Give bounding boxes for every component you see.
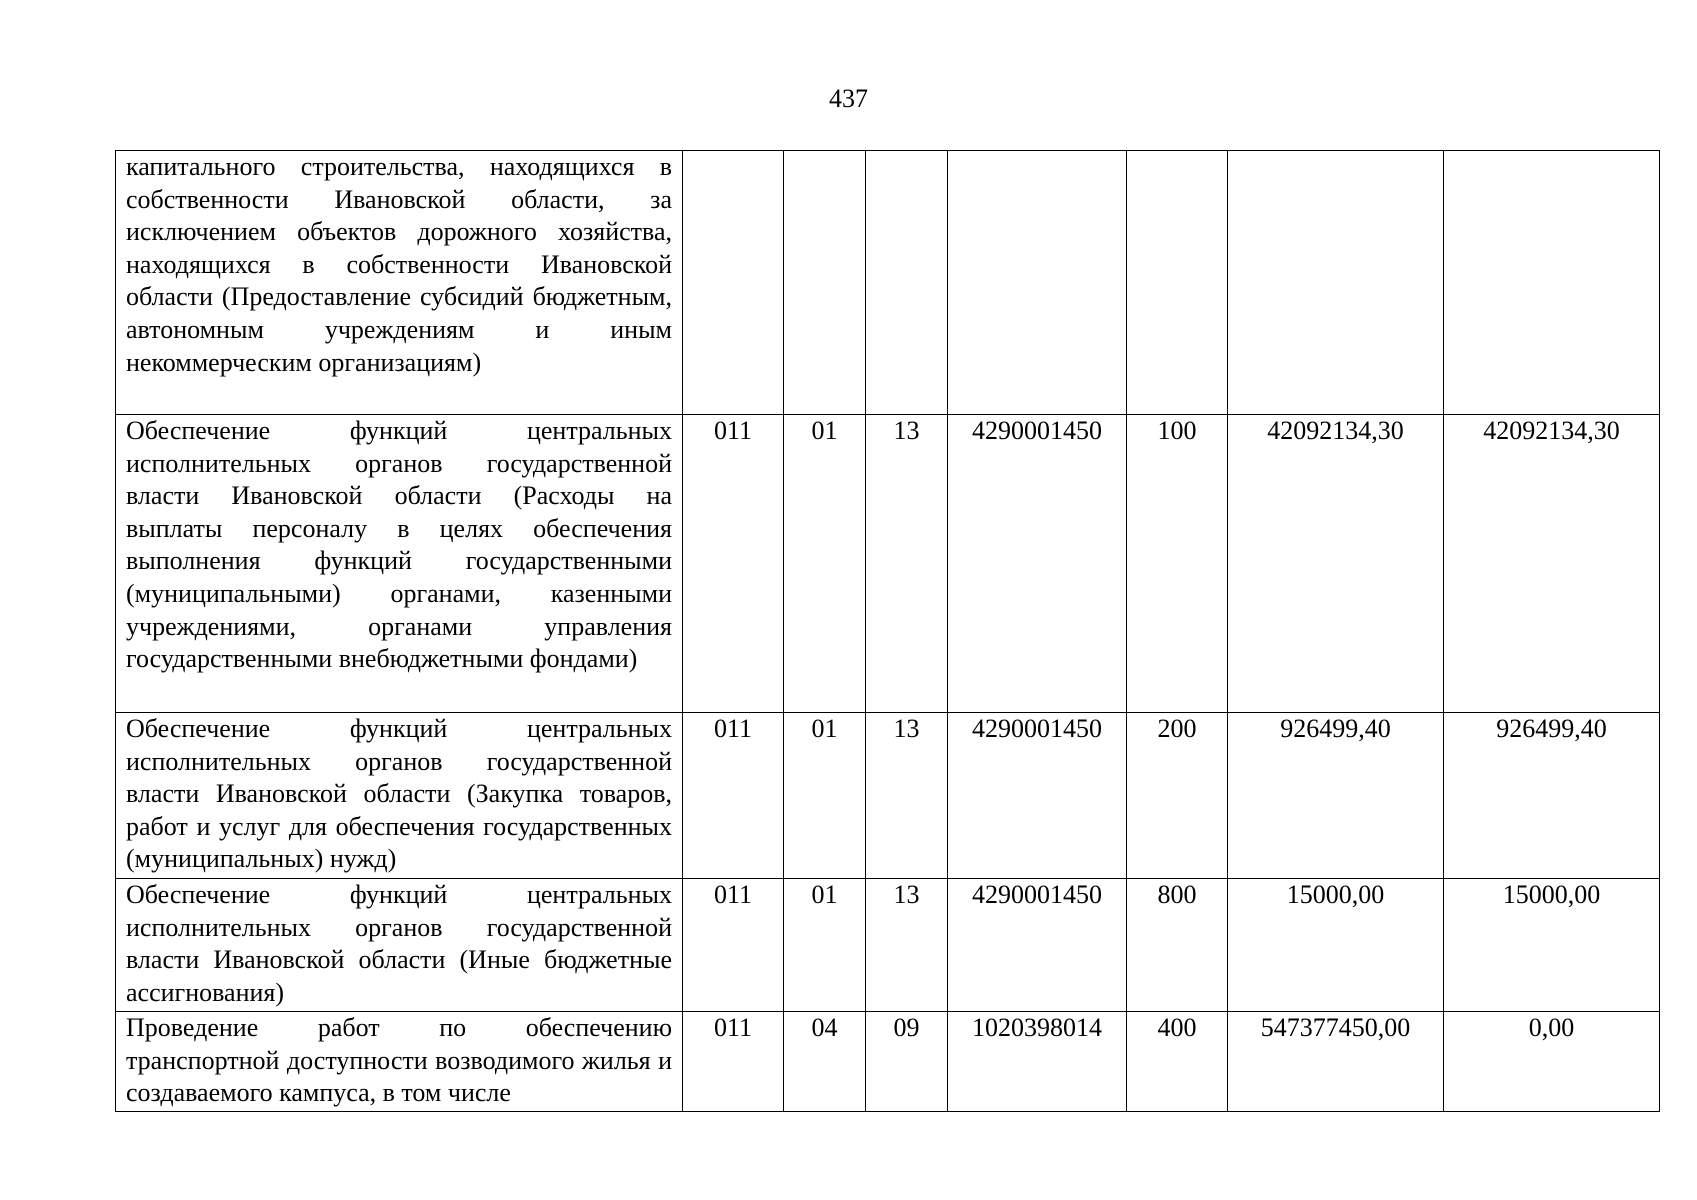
row-description: Проведение работ по обеспечению транспортной доступности возводимого жилья и создаваемого кампуса, в том числе	[116, 1012, 683, 1112]
section-code: 01	[784, 879, 866, 1012]
amount-1	[1228, 151, 1444, 415]
row-description: Обеспечение функций центральных исполнительных органов государственной власти Ивановской области (Закупка товаров, работ и услуг для обеспечения государственных (муниципальных) нужд)	[116, 713, 683, 879]
amount-1: 42092134,30	[1228, 415, 1444, 713]
expense-type-code: 200	[1127, 713, 1228, 879]
row-description: Обеспечение функций центральных исполнительных органов государственной власти Ивановской области (Иные бюджетные ассигнования)	[116, 879, 683, 1012]
table-row	[116, 879, 1660, 1012]
target-article-code: 4290001450	[948, 713, 1127, 879]
subsection-code: 13	[866, 713, 948, 879]
ministry-code	[683, 151, 784, 415]
amount-1: 547377450,00	[1228, 1012, 1444, 1112]
subsection-code: 13	[866, 415, 948, 713]
amount-1: 15000,00	[1228, 879, 1444, 1012]
row-description: Обеспечение функций центральных исполнительных органов государственной власти Ивановской области (Расходы на выплаты персоналу в целях обеспечения выполнения функций государственными (муниципальными) органами, казенными учреждениями, органами управления государственными внебюджетными фондами)	[116, 415, 683, 713]
amount-2	[1444, 151, 1660, 415]
page-number: 437	[829, 84, 868, 113]
ministry-code: 011	[683, 713, 784, 879]
table-row	[116, 713, 1660, 879]
amount-2: 0,00	[1444, 1012, 1660, 1112]
section-code	[784, 151, 866, 415]
expense-type-code	[1127, 151, 1228, 415]
amount-2: 15000,00	[1444, 879, 1660, 1012]
budget-table	[115, 150, 1660, 1112]
target-article-code: 4290001450	[948, 415, 1127, 713]
table-row	[116, 1012, 1660, 1112]
amount-1: 926499,40	[1228, 713, 1444, 879]
amount-2: 926499,40	[1444, 713, 1660, 879]
section-code: 04	[784, 1012, 866, 1112]
expense-type-code: 400	[1127, 1012, 1228, 1112]
ministry-code: 011	[683, 415, 784, 713]
table-row	[116, 151, 1660, 415]
expense-type-code: 100	[1127, 415, 1228, 713]
section-code: 01	[784, 415, 866, 713]
subsection-code: 09	[866, 1012, 948, 1112]
target-article-code: 4290001450	[948, 879, 1127, 1012]
subsection-code	[866, 151, 948, 415]
section-code: 01	[784, 713, 866, 879]
amount-2: 42092134,30	[1444, 415, 1660, 713]
row-description: капитального строительства, находящихся в собственности Ивановской области, за исключением объектов дорожного хозяйства, находящихся в собственности Ивановской области (Предоставление субсидий бюджетным, автономным учреждениям и иным некоммерческим организациям)	[116, 151, 683, 415]
ministry-code: 011	[683, 1012, 784, 1112]
target-article-code: 1020398014	[948, 1012, 1127, 1112]
expense-type-code: 800	[1127, 879, 1228, 1012]
subsection-code: 13	[866, 879, 948, 1012]
target-article-code	[948, 151, 1127, 415]
table-row	[116, 415, 1660, 713]
ministry-code: 011	[683, 879, 784, 1012]
